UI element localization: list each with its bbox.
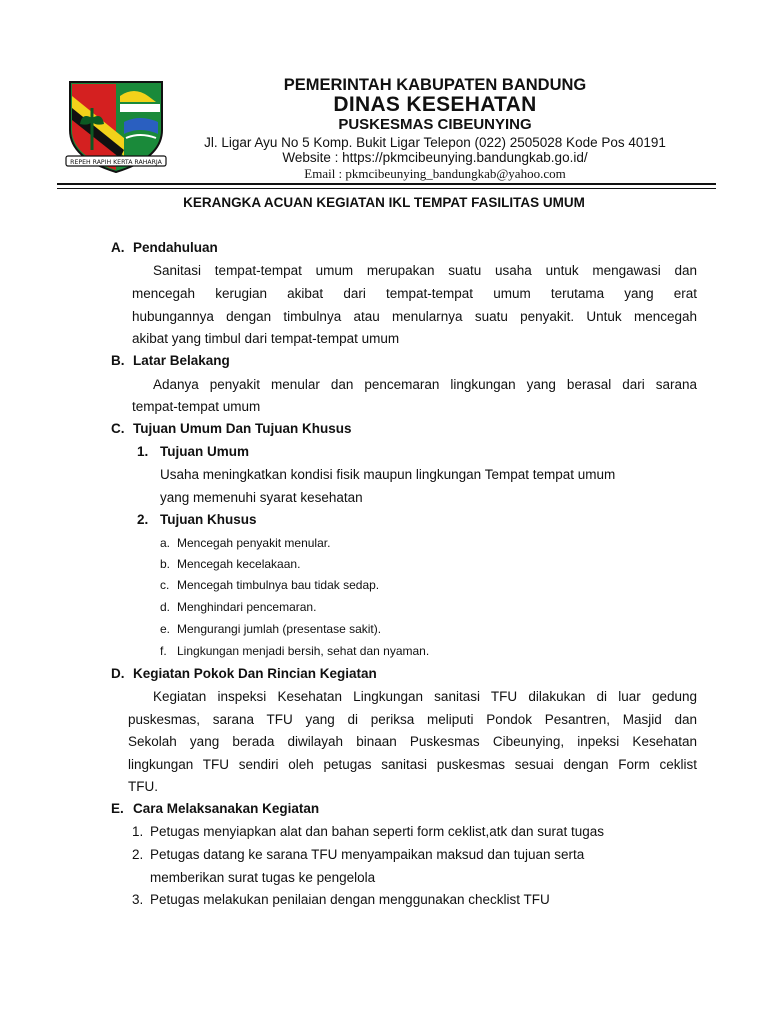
list-item [160,536,330,550]
section-a-heading [111,240,218,255]
section-c-sub1-heading [137,444,249,459]
section-c-sub1-title: Tujuan Umum [160,444,249,459]
list-item-text: Petugas datang ke sarana TFU menyampaikan maksud dan tujuan serta [150,847,585,862]
section-d-line: Kegiatan inspeksi Kesehatan Lingkungan sanitasi TFU dilakukan di luar gedung [153,689,697,704]
section-b-title: Latar Belakang [133,353,230,368]
section-d-heading [111,666,377,681]
list-item-label: f. [160,644,167,658]
section-c-title: Tujuan Umum Dan Tujuan Khusus [133,421,352,436]
logo-motto: REPEH RAPIH KERTA RAHARJA [70,159,162,166]
section-a-line: hubungannya dengan timbulnya atau menularnya suatu penyakit. Untuk mencegah [132,309,697,324]
header-government: PEMERINTAH KABUPATEN BANDUNG [283,76,587,94]
list-item-continuation: memberikan surat tugas ke pengelola [150,870,376,885]
header-divider-thick [57,183,716,185]
list-item-text: Menghindari pencemaran. [177,600,317,614]
header-agency: DINAS KESEHATAN [333,93,537,116]
section-a-title: Pendahuluan [133,240,218,255]
list-item-text: Mencegah penyakit menular. [177,536,331,550]
section-c-sub2-label: 2. [137,512,149,527]
header-email: Email : pkmcibeunying_bandungkab@yahoo.com [304,166,566,181]
section-b-heading [111,353,230,368]
section-c-sub2-heading [137,512,257,527]
section-c-sub1-label: 1. [137,444,149,459]
section-c-sub1-line: Usaha meningkatkan kondisi fisik maupun lingkungan Tempat tempat umum [160,467,616,482]
section-c-sub2-title: Tujuan Khusus [160,512,257,527]
section-e-label: E. [111,801,124,816]
section-b-line: Adanya penyakit menular dan pencemaran lingkungan yang berasal dari sarana [153,377,697,392]
list-item [160,644,429,658]
section-d-line: Sekolah yang berada diwilayah binaan Puskesmas Cibeunying, inpeksi Kesehatan [128,734,697,749]
header-address: Jl. Ligar Ayu No 5 Komp. Bukit Ligar Telepon (022) 2505028 Kode Pos 40191 [204,135,666,150]
section-b-line: tempat-tempat umum [132,399,261,414]
section-d-line: puskesmas, sarana TFU yang di periksa meliputi Pondok Pesantren, Masjid dan [128,712,697,727]
list-item-label: 1. [132,824,144,839]
section-a-line: Sanitasi tempat-tempat umum merupakan suatu usaha untuk mengawasi dan [153,263,697,278]
document-title: KERANGKA ACUAN KEGIATAN IKL TEMPAT FASILITAS UMUM [183,195,585,210]
kabupaten-bandung-logo [64,78,168,174]
section-a-line: mencegah kerugian akibat dari tempat-tempat umum terutama yang erat [132,286,697,301]
header-puskesmas: PUSKESMAS CIBEUNYING [338,116,532,133]
list-item [132,824,604,839]
list-item [160,557,300,571]
section-a-label: A. [111,240,125,255]
header-website: Website : https://pkmcibeunying.bandungkab.go.id/ [282,150,588,165]
list-item-label: 3. [132,892,144,907]
list-item-text: Mencegah timbulnya bau tidak sedap. [177,578,380,592]
list-item-text: Petugas melakukan penilaian dengan menggunakan checklist TFU [150,892,550,907]
list-item-label: e. [160,622,171,636]
list-item-text: Mencegah kecelakaan. [177,557,301,571]
section-e-heading [111,801,319,816]
list-item-text: Petugas menyiapkan alat dan bahan seperti form ceklist,atk dan surat tugas [150,824,605,839]
section-e-title: Cara Melaksanakan Kegiatan [133,801,320,816]
list-item-label: a. [160,536,171,550]
list-item-label: 2. [132,847,144,862]
section-c-heading [111,421,352,436]
section-b-label: B. [111,353,125,368]
list-item [160,622,381,636]
list-item [132,892,550,907]
header-divider-thin [57,188,716,189]
list-item-label: c. [160,578,170,592]
section-d-line: TFU. [128,779,158,794]
list-item-text: Lingkungan menjadi bersih, sehat dan nyaman. [177,644,430,658]
list-item-text: Mengurangi jumlah (presentase sakit). [177,622,382,636]
list-item [160,578,379,592]
section-d-label: D. [111,666,125,681]
section-c-sub1-line: yang memenuhi syarat kesehatan [160,490,363,505]
section-d-title: Kegiatan Pokok Dan Rincian Kegiatan [133,666,377,681]
section-a-line: akibat yang timbul dari tempat-tempat umum [132,331,400,346]
list-item [160,600,316,614]
section-d-line: lingkungan TFU sendiri oleh petugas sanitasi puskesmas sesuai dengan Form ceklist [128,757,697,772]
list-item-label: d. [160,600,171,614]
section-c-label: C. [111,421,125,436]
list-item [132,847,584,862]
list-item-label: b. [160,557,171,571]
